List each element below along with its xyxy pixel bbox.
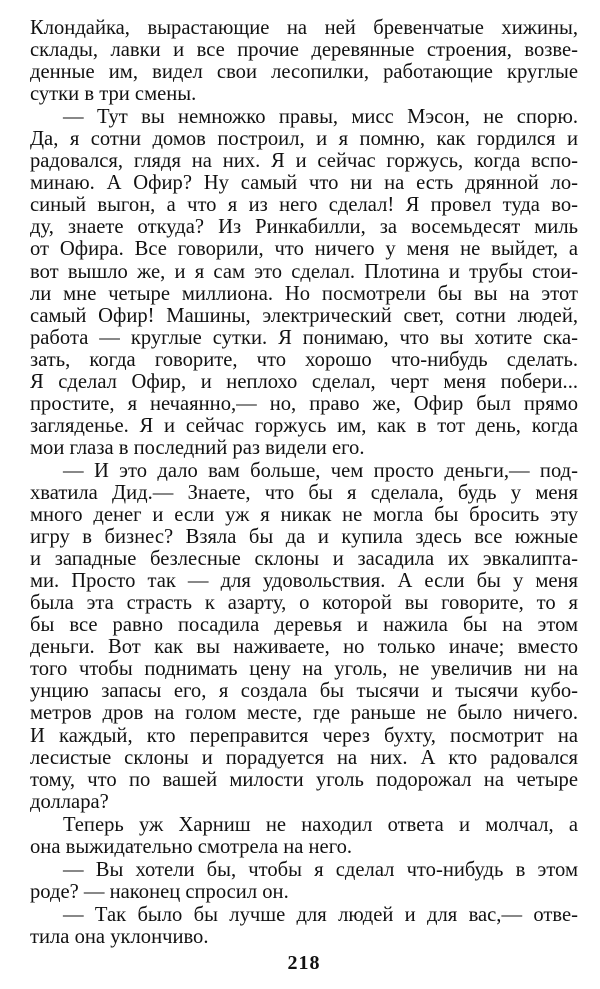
text-line: — Вы хотели бы, чтобы я сделал что-нибудь в этом [63,858,578,881]
text-line: И каждый, кто переправится через бухту, посмотрит на [30,724,578,747]
text-line: ду, знаете откуда? Из Ринкабилли, за восемьдесят миль [30,216,578,239]
text-line: радовался, глядя на них. Я и сейчас горжусь, когда вспо- [30,150,578,173]
text-line: унцию запасы его, я создала бы тысячи и тысячи кубо- [30,680,578,703]
paragraph [30,17,578,105]
text-line: тому, что по вашей милости уголь подорожал на четыре [30,768,578,791]
text-line: денные им, видел свои лесопилки, работающие круглые [30,61,578,84]
text-line: минаю. А Офир? Ну самый что ни на есть дрянной ло- [30,172,578,195]
text-line: — И это дало вам больше, чем просто деньги,— под- [63,459,578,482]
paragraph [30,460,578,813]
text-line: простите, я нечаянно,— но, право же, Офир был прямо [30,392,578,415]
text-line: и западные безлесные склоны и засадила их эвкалипта- [30,548,578,571]
text-line: игру в бизнес? Взяла бы да и купила здесь все южные [30,526,578,549]
text-line: от Офира. Все говорили, что ничего у меня не выйдет, а [30,238,578,261]
text-line: тила она уклончиво. [30,925,209,948]
text-line: сутки в три смены. [30,83,197,106]
text-line: синый выгон, а что я из него сделал! Я провел туда во- [30,194,578,217]
text-line: Я сделал Офир, и неплохо сделал, черт меня побери... [30,370,578,393]
text-line: того чтобы поднимать цену на уголь, не увеличив ни на [30,658,578,681]
text-line: Клондайка, вырастающие на ней бревенчатые хижины, [30,17,578,39]
text-line: роде? — наконец спросил он. [30,880,289,903]
text-body [30,17,578,948]
text-line: доллара? [30,790,109,813]
text-line: Да, я сотни домов построил, и я помню, как гордился и [30,128,578,151]
text-line: хватила Дид.— Знаете, что бы я сделала, будь у меня [30,481,578,504]
text-line: метров дров на голом месте, где раньше не было ничего. [30,702,578,725]
text-line: деньги. Вот как вы наживаете, но только иначе; вместо [30,636,578,659]
text-line: лесистые склоны и порадуется на них. А кто радовался [30,746,578,769]
text-line: много денег и если уж я никак не могла бы бросить эту [30,504,578,527]
text-line: Теперь уж Харниш не находил ответа и молчал, а [63,813,578,836]
book-page [30,17,578,972]
paragraph [30,859,578,903]
text-line: она выжидательно смотрела на него. [30,835,353,858]
text-line: — Так было бы лучше для людей и для вас,— отве- [63,903,578,926]
paragraph [30,106,578,459]
text-line: была эта страсть к азарту, о которой вы говорите, то я [30,592,578,615]
text-line: — Тут вы немножко правы, мисс Мэсон, не спорю. [63,106,578,129]
text-line: бы все равно посадила деревья и нажила бы на этом [30,614,578,637]
text-line: зать, когда говорите, что хорошо что-нибудь сделать. [30,348,578,371]
text-line: мои глаза в последний раз видели его. [30,436,365,459]
text-line: ми. Просто так — для удовольствия. А если бы у меня [30,570,578,593]
text-line: загляденье. Я и сейчас горжусь им, как в тот день, когда [30,414,578,437]
text-line: работа — круглые сутки. Я понимаю, что вы хотите ска- [30,326,578,349]
paragraph [30,904,578,948]
text-line: ли мне четыре миллиона. Но посмотрели бы вы на этот [30,282,578,305]
text-line: склады, лавки и все прочие деревянные строения, возве- [30,39,578,62]
page-number: 218 [287,952,321,974]
text-line: самый Офир! Машины, электрический свет, сотни людей, [30,304,578,327]
text-line: вот вышло же, и я сам это сделал. Плотина и трубы стои- [30,260,578,283]
paragraph [30,814,578,858]
